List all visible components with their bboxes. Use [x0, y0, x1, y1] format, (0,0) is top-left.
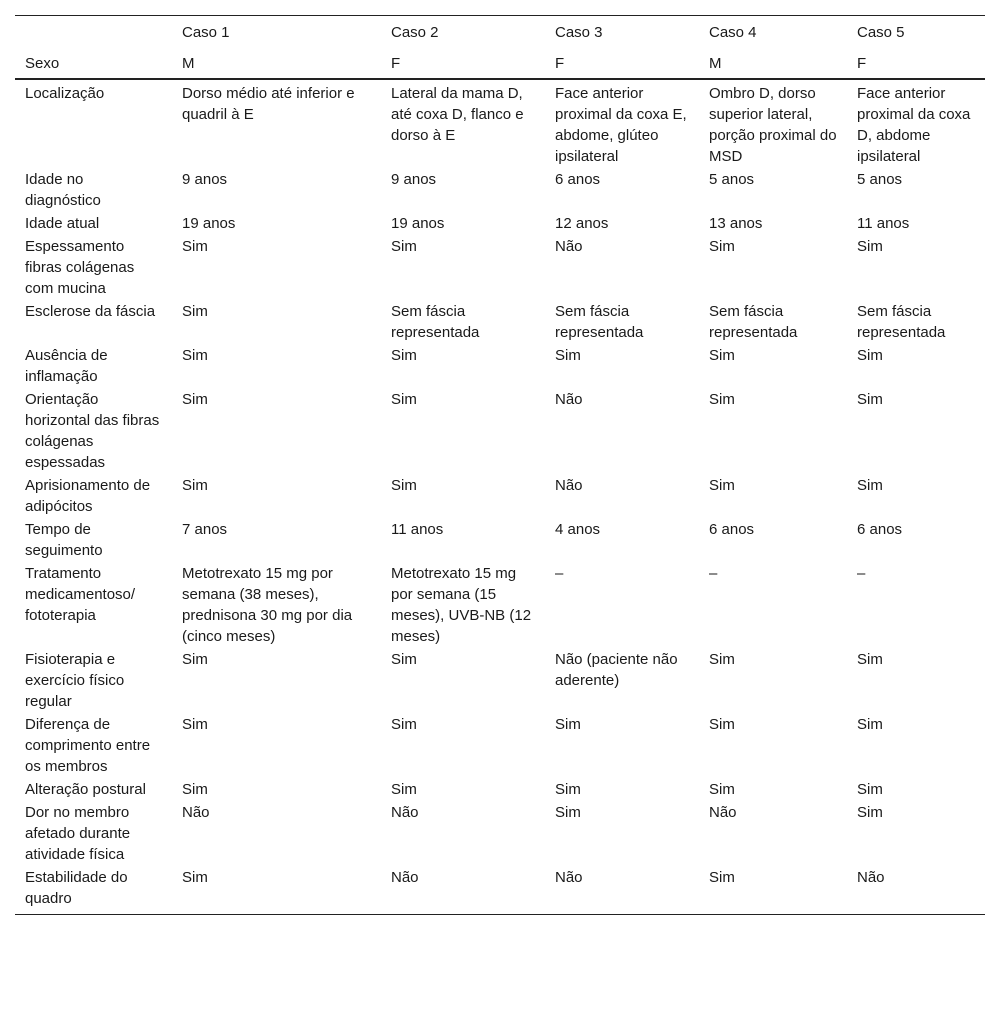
table-cell: Sim — [182, 303, 208, 320]
table-cell: 9 anos — [182, 171, 228, 188]
table-cell: Lateral da mama D, até coxa D, flanco e dorso à E — [391, 85, 524, 144]
table-cell: Sim — [182, 651, 208, 668]
table-cell: Não — [555, 391, 583, 408]
table-cell: Sem fáscia representada — [857, 303, 946, 341]
table-cell: Sim — [182, 238, 208, 255]
case-comparison-table-container — [15, 15, 985, 915]
case-header: Caso 2 — [381, 16, 545, 54]
table-cell: Sim — [857, 238, 883, 255]
table-cell: Não — [709, 804, 737, 821]
row-label: Estabilidade do quadro — [15, 866, 172, 915]
row-label: Idade no diagnóstico — [25, 171, 101, 209]
table-cell: Não — [182, 804, 210, 821]
table-cell: Sim — [709, 238, 735, 255]
row-label: Diferença de comprimento entre os membros — [25, 716, 151, 775]
table-cell: Sim — [857, 477, 883, 494]
table-cell: 5 anos — [709, 171, 755, 188]
table-row — [15, 518, 985, 562]
table-cell: 6 anos — [857, 521, 903, 538]
table-cell: Sim — [555, 781, 581, 798]
table-cell: Dorso médio até inferior e quadril à E — [182, 85, 355, 123]
row-label: Dor no membro afetado durante atividade física — [25, 804, 131, 863]
table-cell: 12 anos — [555, 215, 609, 232]
table-cell: Sem fáscia representada — [391, 303, 480, 341]
table-cell: Sim — [172, 866, 381, 915]
table-cell: 6 anos — [709, 521, 755, 538]
table-cell: Sem fáscia representada — [709, 303, 798, 341]
table-row — [15, 79, 985, 168]
table-cell: 19 anos — [391, 215, 445, 232]
table-row — [15, 300, 985, 344]
table-cell: Não — [847, 866, 985, 915]
table-cell: Sim — [391, 477, 417, 494]
table-cell: Face anterior proximal da coxa E, abdome, glúteo ipsilateral — [555, 85, 687, 165]
case-header-row — [15, 16, 985, 54]
table-cell: Sim — [857, 781, 883, 798]
table-cell: F — [545, 53, 699, 79]
row-label: Orientação horizontal das fibras colágenas espessadas — [25, 391, 160, 471]
table-cell: Sim — [857, 391, 883, 408]
table-header — [15, 16, 985, 80]
case-header: Caso 3 — [545, 16, 699, 54]
table-cell: – — [857, 565, 866, 582]
row-label: Localização — [25, 85, 105, 102]
table-cell: Sim — [709, 716, 735, 733]
table-cell: Sim — [182, 347, 208, 364]
table-cell: Sim — [709, 477, 735, 494]
table-row — [15, 713, 985, 778]
table-cell: Sim — [391, 781, 417, 798]
table-cell: Sim — [391, 238, 417, 255]
table-body — [15, 79, 985, 915]
row-label: Idade atual — [25, 215, 100, 232]
case-header: Caso 4 — [699, 16, 847, 54]
table-cell: Não (paciente não aderente) — [555, 651, 678, 689]
table-cell: Sim — [709, 347, 735, 364]
table-cell: Sim — [857, 804, 883, 821]
table-cell: Face anterior proximal da coxa D, abdome ipsilateral — [857, 85, 971, 165]
table-cell: Sim — [857, 716, 883, 733]
table-cell: Sim — [699, 866, 847, 915]
table-cell: 19 anos — [182, 215, 236, 232]
table-cell: Ombro D, dorso superior lateral, porção proximal do MSD — [709, 85, 837, 165]
table-cell: Não — [391, 804, 419, 821]
table-cell: M — [699, 53, 847, 79]
header-corner-cell — [15, 16, 172, 54]
table-cell: 5 anos — [857, 171, 903, 188]
table-cell: 4 anos — [555, 521, 601, 538]
table-row — [15, 648, 985, 713]
table-row — [15, 778, 985, 801]
table-cell: Sim — [391, 347, 417, 364]
table-cell: 9 anos — [391, 171, 437, 188]
table-cell: Sim — [391, 716, 417, 733]
table-cell: Sim — [555, 347, 581, 364]
table-cell: Não — [381, 866, 545, 915]
row-label: Aprisionamento de adipócitos — [25, 477, 151, 515]
table-cell: Não — [555, 477, 583, 494]
table-cell: Metotrexato 15 mg por semana (38 meses), prednisona 30 mg por dia (cinco meses) — [182, 565, 353, 645]
table-cell: Não — [555, 238, 583, 255]
table-cell: 7 anos — [182, 521, 228, 538]
table-cell: F — [847, 53, 985, 79]
table-cell: Sim — [555, 716, 581, 733]
table-cell: Sim — [709, 781, 735, 798]
table-cell: F — [381, 53, 545, 79]
table-row — [15, 212, 985, 235]
table-cell: 11 anos — [391, 521, 444, 538]
table-cell: M — [172, 53, 381, 79]
table-cell: Não — [545, 866, 699, 915]
row-label: Esclerose da fáscia — [25, 303, 156, 320]
table-row — [15, 562, 985, 648]
table-cell: Sim — [182, 391, 208, 408]
table-cell: Sim — [857, 347, 883, 364]
table-cell: Sim — [182, 716, 208, 733]
table-row — [15, 168, 985, 212]
table-cell: Sim — [857, 651, 883, 668]
table-cell: 6 anos — [555, 171, 601, 188]
table-cell: Sim — [391, 391, 417, 408]
table-cell: – — [555, 565, 564, 582]
row-label: Alteração postural — [25, 781, 146, 798]
case-header: Caso 5 — [847, 16, 985, 54]
table-cell: Sim — [709, 391, 735, 408]
row-label: Sexo — [15, 53, 172, 79]
row-label: Espessamento fibras colágenas com mucina — [25, 238, 135, 297]
case-header: Caso 1 — [172, 16, 381, 54]
case-comparison-table — [15, 15, 985, 915]
table-cell: 13 anos — [709, 215, 763, 232]
row-label: Fisioterapia e exercício físico regular — [25, 651, 125, 710]
table-cell: Metotrexato 15 mg por semana (15 meses), UVB-NB (12 meses) — [391, 565, 532, 645]
table-row — [15, 474, 985, 518]
table-cell: – — [709, 565, 718, 582]
table-cell: 11 anos — [857, 215, 910, 232]
row-label: Ausência de inflamação — [25, 347, 108, 385]
row-label: Tratamento medicamentoso/ fototerapia — [25, 565, 136, 624]
table-row — [15, 866, 985, 915]
row-label: Tempo de seguimento — [25, 521, 103, 559]
table-cell: Sim — [182, 781, 208, 798]
table-cell: Sem fáscia representada — [555, 303, 644, 341]
table-row — [15, 388, 985, 474]
table-row — [15, 344, 985, 388]
table-row — [15, 801, 985, 866]
table-cell: Sim — [391, 651, 417, 668]
table-cell: Sim — [182, 477, 208, 494]
sex-row — [15, 53, 985, 79]
table-row — [15, 235, 985, 300]
table-cell: Sim — [555, 804, 581, 821]
table-cell: Sim — [709, 651, 735, 668]
